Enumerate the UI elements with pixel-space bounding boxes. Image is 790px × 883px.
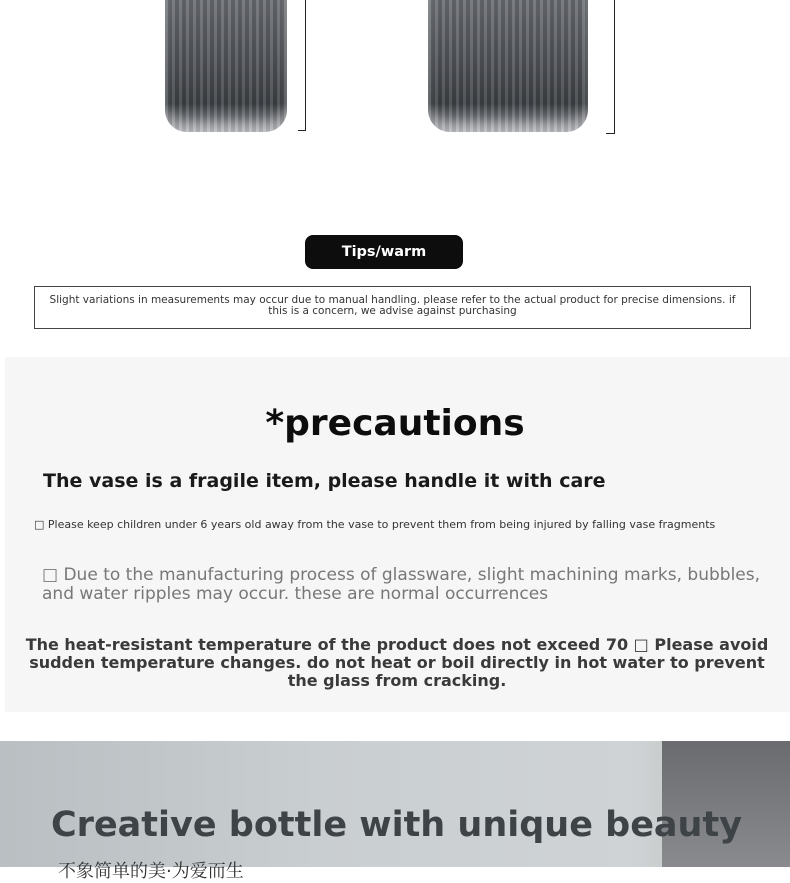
dimension-line-right xyxy=(606,0,615,134)
dimension-line-left xyxy=(298,0,306,131)
precaution-manufacturing: □ Due to the manufacturing process of glassware, slight machining marks, bubbles, and water ripples may occur. these are normal occurrences xyxy=(42,565,761,604)
precautions-subtitle: The vase is a fragile item, please handle it with care xyxy=(43,470,606,492)
measurement-notice: Slight variations in measurements may occur due to manual handling. please refer to the actual product for precise dimensions. if this is a concern, we advise against purchasing xyxy=(34,286,751,329)
vase-image-right xyxy=(428,0,588,132)
banner-photo-edge xyxy=(662,741,790,867)
product-image-area xyxy=(0,0,790,200)
precaution-children: □ Please keep children under 6 years old away from the vase to prevent them from being injured by falling vase fragments xyxy=(34,518,716,531)
tips-badge: Tips/warm reminder xyxy=(305,235,463,269)
precautions-title: *precautions xyxy=(265,403,525,444)
vase-image-left xyxy=(165,0,287,132)
promo-banner xyxy=(0,741,790,882)
banner-title: Creative bottle with unique beauty xyxy=(51,805,743,845)
banner-subtitle: 不象简单的美·为爱而生 xyxy=(58,861,244,882)
precaution-heat: The heat-resistant temperature of the product does not exceed 70 □ Please avoid sudden temperature changes. do not heat or boil directly in hot water to prevent the glass from cracking. xyxy=(25,635,769,690)
